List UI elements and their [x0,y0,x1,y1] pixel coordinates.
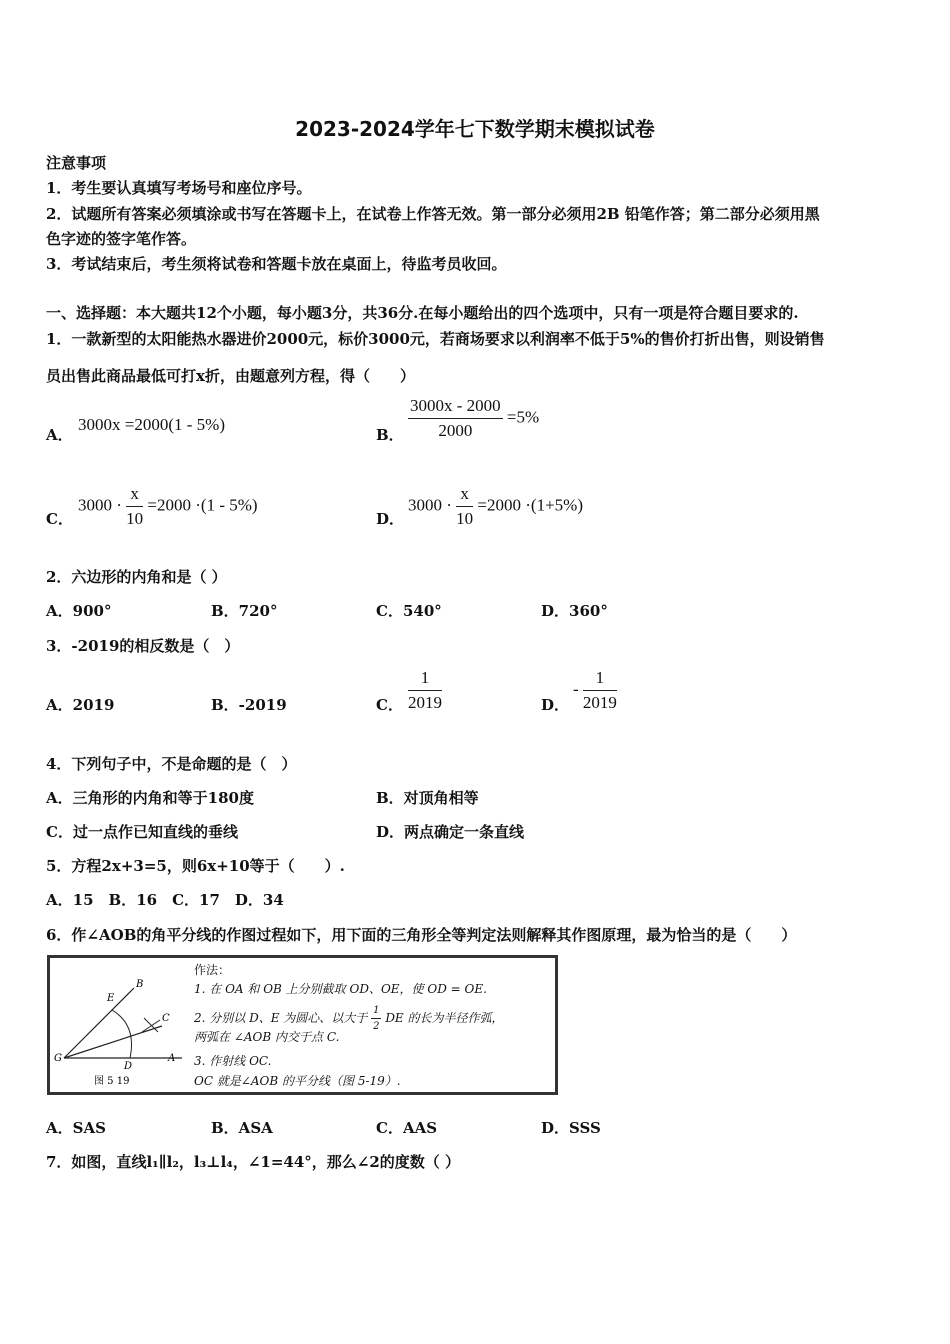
notice-item: 1．考生要认真填写考场号和座位序号。 [46,179,312,197]
q6-option-b: B．ASA [211,1119,273,1137]
half-denominator: 2 [373,1021,380,1032]
q1-c-post: =2000 ·(1 - 5%) [147,495,258,515]
q1-option-d-expr [408,484,583,529]
method-step-2c: 两弧在 ∠AOB 内交于点 C. [194,1030,340,1044]
q6-option-c: C．AAS [376,1119,438,1137]
question-3-stem: 3．-2019的相反数是（ ） [46,637,240,655]
half-numerator: 1 [371,1005,381,1019]
q1-d-pre: 3000 · [408,495,452,515]
q3-c-denominator: 2019 [408,693,442,712]
question-1-stem: 1．一款新型的太阳能热水器进价2000元，标价3000元，若商场要求以利润率不低于5%的售价打折出售，则设销售 [46,330,825,348]
figure-caption: 图 5 19 [94,1076,130,1087]
question-5-stem: 5．方程2x+3=5，则6x+10等于（ ）. [46,857,345,875]
arc-de [112,1010,132,1058]
question-6-stem: 6．作∠AOB的角平分线的作图过程如下，用下面的三角形全等判定法则解释其作图原理，最为恰当的是（ ） [46,926,797,944]
question-1-stem-cont: 员出售此商品最低可打x折，由题意列方程，得（ ） [46,367,415,385]
q1-option-c-label: C． [46,510,73,528]
point-d-label: D [124,1061,133,1072]
q1-c-denominator: 10 [126,509,144,528]
method-step-3: 3. 作射线 OC. [194,1054,272,1068]
page-title: 2023-2024学年七下数学期末模拟试卷 [295,117,655,141]
ray-oc [64,1026,162,1058]
method-step-2b: DE 的长为半径作弧， [385,1011,504,1025]
q1-option-a-label: A． [46,426,73,444]
q1-b-numerator: 3000x - 2000 [408,396,503,419]
q3-d-numerator: 1 [583,668,617,691]
q2-option-c: C．540° [376,602,442,620]
method-heading: 作法： [194,963,231,977]
method-conclusion: OC 就是∠AOB 的平分线（图 5-19）. [194,1074,401,1088]
angle-construction-diagram [52,960,192,1090]
q6-option-d: D．SSS [541,1119,601,1137]
q1-c-pre: 3000 · [78,495,122,515]
q4-option-d: D．两点确定一条直线 [376,823,525,841]
half-fraction [371,1005,381,1032]
point-a-label: A [168,1053,176,1064]
q4-option-a: A．三角形的内角和等于180度 [46,789,254,807]
ray-ob [64,988,134,1058]
q4-option-c: C．过一点作已知直线的垂线 [46,823,238,841]
q1-b-denominator: 2000 [438,421,473,440]
q1-option-b-expr [408,396,539,441]
q1-option-d-label: D． [376,510,405,528]
q2-option-d: D．360° [541,602,608,620]
q3-option-d-label: D． [541,696,570,714]
construction-figure [47,955,558,1095]
q5-options: A．15 B．16 C．17 D．34 [46,891,284,909]
q4-option-b: B．对顶角相等 [376,789,479,807]
q1-option-b-label: B． [376,426,404,444]
notice-heading: 注意事项 [46,154,107,172]
method-step-1: 1. 在 OA 和 OB 上分别截取 OD、OE，使 OD = OE. [194,982,487,996]
q3-option-b: B．-2019 [211,696,287,714]
q3-c-numerator: 1 [408,668,442,691]
q3-option-a: A．2019 [46,696,115,714]
point-e-label: E [107,993,115,1004]
q1-option-c-expr [78,484,258,529]
q2-option-a: A．900° [46,602,112,620]
q1-option-a-expr: 3000x =2000(1 - 5%) [78,415,225,434]
notice-item: 色字迹的签字笔作答。 [46,230,197,248]
q1-d-denominator: 10 [456,509,474,528]
point-g-label: G [54,1053,62,1064]
q1-b-rhs: =5% [506,407,540,427]
q3-d-denominator: 2019 [582,693,617,712]
q1-c-numerator: x [126,484,143,507]
question-7-stem: 7．如图，直线l₁∥l₂，l₃⊥l₄，∠1=44°，那么∠2的度数（ ） [46,1153,461,1171]
q3-d-sign: - [573,679,579,699]
point-c-label: C [162,1013,170,1024]
q3-option-c-frac [408,668,442,713]
q1-d-post: =2000 ·(1+5%) [477,495,583,515]
notice-item: 3．考试结束后，考生须将试卷和答题卡放在桌面上，待监考员收回。 [46,255,507,273]
q2-option-b: B．720° [211,602,278,620]
q3-option-c-label: C． [376,696,403,714]
q3-option-d-frac [573,668,617,713]
question-4-stem: 4．下列句子中，不是命题的是（ ） [46,755,297,773]
q6-option-a: A．SAS [46,1119,106,1137]
section-heading: 一、选择题：本大题共12个小题，每小题3分，共36分.在每小题给出的四个选项中，只有一项是符合题目要求的. [46,304,799,322]
notice-item: 2．试题所有答案必须填涂或书写在答题卡上，在试卷上作答无效。第一部分必须用2B 铅笔作答；第二部分必须用黑 [46,205,820,223]
method-step-2a: 2. 分别以 D、E 为圆心、以大于 [194,1011,368,1025]
question-2-stem: 2．六边形的内角和是（ ） [46,568,227,586]
q1-d-numerator: x [456,484,473,507]
point-b-label: B [136,979,144,990]
